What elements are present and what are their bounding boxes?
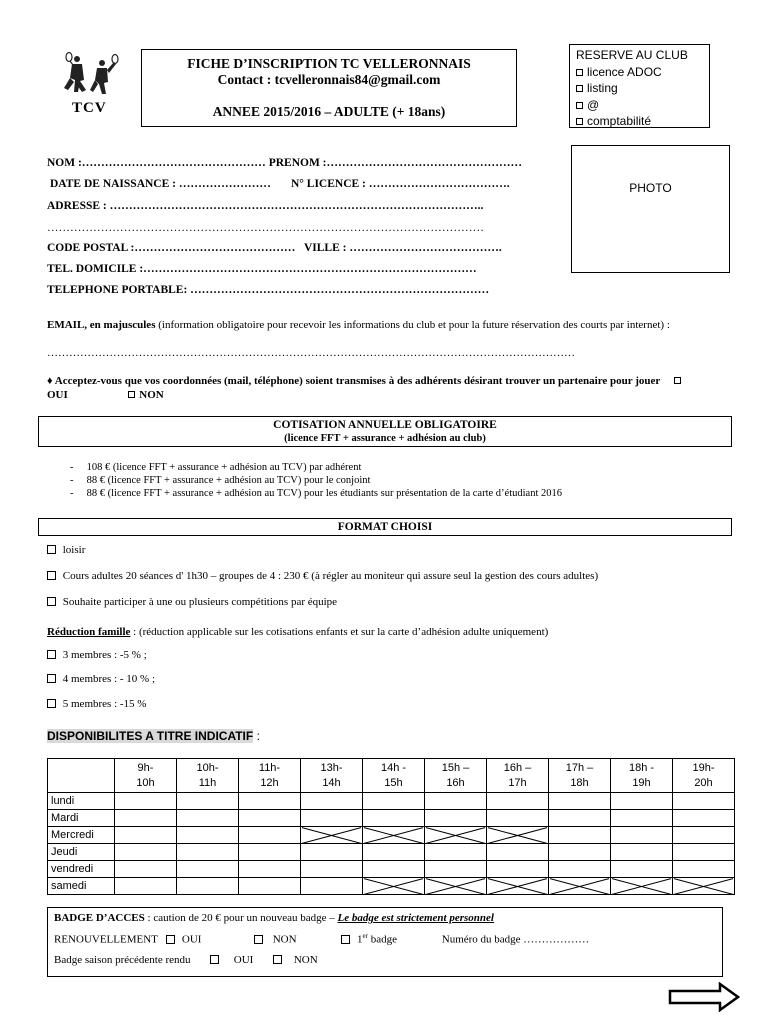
availability-cell[interactable] (239, 810, 301, 827)
consent-oui-checkbox[interactable] (674, 377, 681, 384)
checkbox[interactable] (47, 674, 56, 683)
availability-cell[interactable] (549, 861, 611, 878)
availability-cell[interactable] (487, 861, 549, 878)
checkbox[interactable] (576, 102, 583, 109)
availability-cell[interactable] (673, 793, 735, 810)
day-label: Mercredi (48, 827, 115, 844)
availability-cell[interactable] (611, 810, 673, 827)
availability-cell[interactable] (549, 844, 611, 861)
unavailable-slot (487, 878, 549, 895)
naissance-line[interactable]: DATE DE NAISSANCE : …………………… N° LICENCE : ………………………………. (50, 178, 510, 190)
time-slot-header: 16h – 17h (487, 759, 549, 793)
prenom-field[interactable]: PRENOM :…………………………………………… (268, 157, 522, 169)
list-item: - 108 € (licence FFT + assurance + adhésion au TCV) par adhérent (70, 462, 362, 473)
table-row (48, 827, 735, 844)
time-slot-header: 11h- 12h (239, 759, 301, 793)
table-row (48, 861, 735, 878)
cotisation-header: COTISATION ANNUELLE OBLIGATOIRE (licence FFT + assurance + adhésion au club) (38, 416, 732, 447)
availability-cell[interactable] (673, 810, 735, 827)
table-row (48, 793, 735, 810)
availability-cell[interactable] (425, 810, 487, 827)
availability-cell[interactable] (301, 844, 363, 861)
reduction-option[interactable]: 3 membres : -5 % ; (47, 649, 147, 661)
table-corner-cell (48, 759, 115, 793)
reduction-option[interactable]: 5 membres : -15 % (47, 698, 146, 710)
availability-cell[interactable] (115, 793, 177, 810)
email-block (47, 318, 717, 332)
unavailable-slot (363, 878, 425, 895)
time-slot-header: 18h - 19h (611, 759, 673, 793)
portable-line[interactable]: TELEPHONE PORTABLE: …………………………………………………………………… (47, 284, 490, 296)
licence-field[interactable]: N° LICENCE : ………………………………. (291, 178, 510, 190)
availability-cell[interactable] (115, 844, 177, 861)
ville-field[interactable]: VILLE : …………………………………. (303, 242, 502, 254)
checkbox[interactable] (576, 118, 583, 125)
availability-cell[interactable] (177, 844, 239, 861)
availability-cell[interactable] (673, 861, 735, 878)
form-header (141, 49, 517, 127)
club-logo (60, 50, 120, 120)
unavailable-slot (425, 827, 487, 844)
availability-cell[interactable] (611, 861, 673, 878)
availability-cell[interactable] (301, 793, 363, 810)
reserve-item[interactable]: licence ADOC (576, 64, 703, 81)
email-info: (information obligatoire pour recevoir les informations du club et pour la future réservation des courts par internet) : (155, 319, 670, 331)
adresse-line-2[interactable]: …………………………………………………………………………………………………… (47, 222, 484, 234)
availability-cell[interactable] (611, 827, 673, 844)
availability-cell[interactable] (363, 793, 425, 810)
reserve-box (569, 44, 710, 128)
availability-cell[interactable] (239, 878, 301, 895)
email-label: EMAIL, en majuscules (47, 319, 156, 331)
time-slot-header: 19h- 20h (673, 759, 735, 793)
availability-cell[interactable] (487, 810, 549, 827)
availability-cell[interactable] (549, 793, 611, 810)
next-page-arrow-icon (668, 982, 740, 1012)
availability-cell[interactable] (611, 844, 673, 861)
availability-cell[interactable] (363, 810, 425, 827)
adresse-line[interactable]: ADRESSE : …………………………………………………………………………………….. (47, 200, 484, 212)
availability-cell[interactable] (177, 793, 239, 810)
day-label: vendredi (48, 861, 115, 878)
table-header-row (48, 759, 735, 793)
format-option-cours[interactable]: Cours adultes 20 séances d' 1h30 – groupes de 4 : 230 € (à régler au moniteur qui assure seul la gestion des cours adultes) (47, 570, 598, 582)
cotisation-list (70, 461, 562, 500)
first-badge-checkbox[interactable] (341, 935, 350, 944)
day-label: Mardi (48, 810, 115, 827)
badge-box (47, 907, 723, 977)
unavailable-slot (363, 827, 425, 844)
reduction-option[interactable]: 4 membres : - 10 % ; (47, 673, 155, 685)
contact-line: Contact : tcvelleronnais84@gmail.com (217, 72, 441, 87)
checkbox[interactable] (47, 650, 56, 659)
email-field[interactable]: ……………………………………………………………………………………………………………………………… (47, 347, 575, 359)
time-slot-header: 10h- 11h (177, 759, 239, 793)
badge-personal: Le badge est strictement personnel (337, 912, 494, 924)
availability-cell[interactable] (301, 810, 363, 827)
tel-line[interactable]: TEL. DOMICILE :…………………………………………………………………………… (47, 263, 477, 275)
photo-label: PHOTO (629, 181, 672, 195)
availability-cell[interactable] (177, 878, 239, 895)
time-slot-header: 9h- 10h (115, 759, 177, 793)
list-item: - 88 € (licence FFT + assurance + adhésion au TCV) pour le conjoint (70, 475, 371, 486)
reduction-line: Réduction famille : (réduction applicable sur les cotisations enfants et sur la carte d’adhésion adulte uniquement) (47, 626, 549, 638)
unavailable-slot (487, 827, 549, 844)
availability-cell[interactable] (239, 793, 301, 810)
unavailable-slot (549, 878, 611, 895)
rendu-oui-checkbox[interactable] (210, 955, 219, 964)
availability-cell[interactable] (487, 844, 549, 861)
unavailable-slot (611, 878, 673, 895)
format-option-loisir[interactable]: loisir (47, 544, 85, 556)
availability-cell[interactable] (239, 844, 301, 861)
consent-non-checkbox[interactable] (128, 391, 135, 398)
availability-cell[interactable] (673, 827, 735, 844)
availability-table (47, 758, 735, 895)
availability-cell[interactable] (115, 861, 177, 878)
availability-cell[interactable] (115, 827, 177, 844)
availability-cell[interactable] (549, 810, 611, 827)
availability-cell[interactable] (363, 861, 425, 878)
checkbox[interactable] (47, 571, 56, 580)
reserve-item[interactable]: @ (576, 97, 703, 114)
checkbox[interactable] (47, 545, 56, 554)
day-label: lundi (48, 793, 115, 810)
reduction-label: Réduction famille (47, 626, 131, 638)
time-slot-header: 14h - 15h (363, 759, 425, 793)
availability-cell[interactable] (177, 861, 239, 878)
logo-text: TCV (72, 100, 107, 116)
day-label: samedi (48, 878, 115, 895)
badge-renouvellement-line: RENOUVELLEMENT OUI NON 1er badge Numéro du badge ……………… (54, 932, 590, 946)
availability-cell[interactable] (549, 827, 611, 844)
format-header: FORMAT CHOISI (38, 518, 732, 536)
badge-number-field[interactable]: Numéro du badge ……………… (441, 933, 590, 946)
availability-cell[interactable] (425, 793, 487, 810)
availability-cell[interactable] (239, 827, 301, 844)
photo-box[interactable] (571, 145, 730, 273)
reserve-item[interactable]: comptabilité (576, 113, 703, 130)
reserve-title: RESERVE AU CLUB (576, 48, 688, 62)
cp-line[interactable]: CODE POSTAL :…………………………………… VILLE : …………………………………. (47, 242, 502, 254)
availability-cell[interactable] (177, 810, 239, 827)
unavailable-slot (301, 827, 363, 844)
availability-cell[interactable] (239, 861, 301, 878)
reserve-item[interactable]: listing (576, 80, 703, 97)
availability-cell[interactable] (301, 878, 363, 895)
rendu-non-checkbox[interactable] (273, 955, 282, 964)
format-option-competition[interactable]: Souhaite participer à une ou plusieurs compétitions par équipe (47, 596, 337, 608)
time-slot-header: 15h – 16h (425, 759, 487, 793)
availability-cell[interactable] (425, 861, 487, 878)
table-row (48, 844, 735, 861)
availability-cell[interactable] (363, 844, 425, 861)
unavailable-slot (673, 878, 735, 895)
badge-title-line: BADGE D’ACCES : caution de 20 € pour un nouveau badge – Le badge est strictement personnel (54, 912, 494, 924)
form-title: FICHE D’INSCRIPTION TC VELLERONNAIS (187, 56, 471, 71)
checkbox[interactable] (47, 699, 56, 708)
year-line: ANNEE 2015/2016 – ADULTE (+ 18ans) (212, 104, 446, 119)
nom-line[interactable]: NOM :………………………………………… PRENOM :…………………………………………… (47, 157, 522, 169)
day-label: Jeudi (48, 844, 115, 861)
availability-cell[interactable] (673, 844, 735, 861)
list-item: - 88 € (licence FFT + assurance + adhésion au TCV) pour les étudiants sur présentation de la carte d’étudiant 2016 (70, 488, 562, 499)
table-row (48, 878, 735, 895)
availability-cell[interactable] (115, 810, 177, 827)
availability-cell[interactable] (425, 844, 487, 861)
consent-question: ♦ Acceptez-vous que vos coordonnées (mail, téléphone) soient transmises à des adhérents désirant trouver un partenaire pour jouer OUI NON (47, 374, 717, 402)
badge-rendu-line: Badge saison précédente rendu OUI NON (54, 953, 318, 966)
availability-cell[interactable] (487, 793, 549, 810)
time-slot-header: 13h- 14h (301, 759, 363, 793)
renouv-non-checkbox[interactable] (254, 935, 263, 944)
availability-cell[interactable] (301, 861, 363, 878)
checkbox[interactable] (576, 85, 583, 92)
availability-cell[interactable] (177, 827, 239, 844)
availability-cell[interactable] (115, 878, 177, 895)
time-slot-header: 17h – 18h (549, 759, 611, 793)
checkbox[interactable] (47, 597, 56, 606)
table-row (48, 810, 735, 827)
dispo-heading: DISPONIBILITES A TITRE INDICATIF : (47, 729, 260, 743)
availability-cell[interactable] (611, 793, 673, 810)
renouv-oui-checkbox[interactable] (166, 935, 175, 944)
unavailable-slot (425, 878, 487, 895)
checkbox[interactable] (576, 69, 583, 76)
